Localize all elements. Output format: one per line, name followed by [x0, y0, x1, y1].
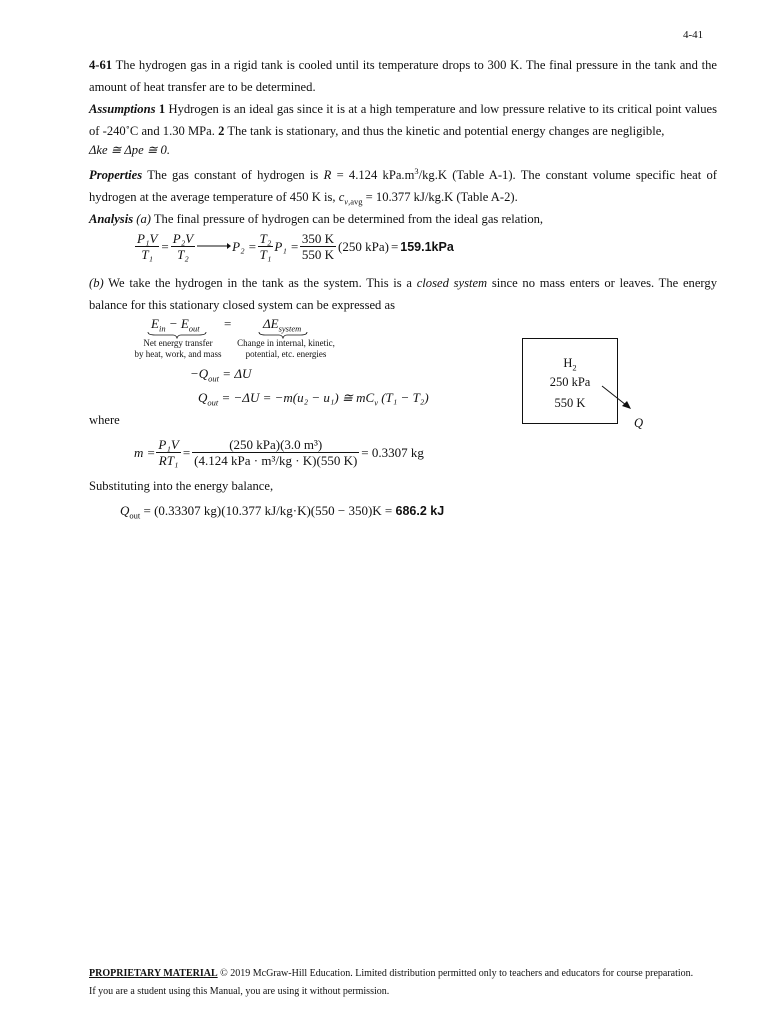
footer-copyright: © 2019 McGraw-Hill Education. Limited distribution permitted only to teachers and educators for course preparation. — [217, 968, 694, 979]
footer-label: PROPRIETARY MATERIAL — [89, 968, 218, 979]
tank-temperature: 550 K — [554, 396, 586, 410]
q-out-end: (T₁ − T₂) — [377, 390, 429, 405]
substituting-text: Substituting into the energy balance, — [89, 479, 274, 493]
footer-line-1 — [89, 968, 693, 979]
properties: Properties The gas constant of hydrogen is R = 4.124 $kPa.m^3/kg.K$ (Table A-1). The constant volume specific heat of hydrogen at the average temperature of 450 K is, $c_{v,avg} = 10.377$ kJ/kg.K (Table A-2). — [89, 165, 717, 207]
eq1-num-left: P₁V — [137, 231, 158, 246]
properties-label: Properties — [89, 168, 143, 182]
eq1-t2: T₂ — [259, 231, 272, 246]
q-sub: out — [129, 510, 141, 521]
q-symbol: Q — [120, 503, 130, 518]
mass-result: = 0.3307 kg — [361, 444, 424, 460]
energy-balance-line2 — [190, 366, 251, 382]
tank-gas: H — [563, 356, 573, 370]
eq1-num-val: 350 K — [301, 231, 335, 246]
e-in-sub: in — [158, 323, 166, 334]
q-out-sub: out — [207, 397, 219, 408]
energy-balance-lhs — [151, 316, 200, 332]
eq1-equals: = — [390, 238, 399, 254]
eq1-pressure: (250 kPa) — [338, 238, 389, 254]
change-energy-note — [232, 338, 340, 360]
properties-text-c: /kg.K (Table A-1). The constant volume specific heat of — [418, 168, 717, 182]
assumptions-label: Assumptions — [89, 102, 156, 116]
q-out-rhs: = −ΔU = −m(u₂ − u₁) ≅ mC — [218, 390, 375, 405]
change-energy-note-line2: potential, etc. energies — [245, 349, 327, 359]
mass-num2: (250 kPa)(3.0 m³) — [192, 437, 359, 453]
assumption-number-1: 1 — [158, 102, 166, 116]
gas-constant-symbol: R — [323, 168, 332, 182]
net-energy-note — [128, 338, 228, 360]
energy-balance-line3 — [198, 390, 429, 406]
net-energy-note-line1: Net energy transfer — [143, 338, 213, 348]
problem-number: 4-61 — [89, 58, 113, 72]
final-pressure-result: 159.1kPa — [400, 239, 454, 254]
eq1-den-val: 550 K — [301, 247, 335, 262]
energy-balance-rhs — [263, 316, 301, 332]
delta-u: = ΔU — [219, 366, 252, 381]
properties-text-b: = 4.124 kPa.m — [336, 168, 415, 182]
energy-balance-equals: = — [224, 316, 232, 331]
ke-pe-equation: Δke ≅ Δpe ≅ 0. — [89, 143, 170, 157]
mass-den2: (4.124 kPa · m³/kg · K)(550 K) — [194, 453, 358, 468]
assumption-1-text: Hydrogen is an ideal gas since it is at a high temperature and low pressure relative to its critical point values of -240˚C and 1.30 MPa. — [89, 102, 717, 138]
eq1-den-mid: T₂ — [177, 247, 189, 262]
ideal-gas-equation: $\frac{\text{P₁V}}{\text{T₁}}$ = $\frac{\text{P₂V}}{\text{T₂}}$ P₂ = $\frac{\text{T₂}}{\text{T₁}}$ P₁ = $\frac{350 K}{550 K}$ (250 kPa) = 159.1kPa — [137, 231, 454, 262]
mass-symbol: m = — [134, 444, 156, 460]
change-energy-note-line1: Change in internal, kinetic, — [237, 338, 335, 348]
arrow-icon — [197, 239, 231, 255]
analysis-b — [89, 272, 717, 316]
assumptions — [89, 98, 717, 142]
page-number: 4-41 — [683, 29, 704, 41]
analysis-a-text: The final pressure of hydrogen can be determined from the ideal gas relation, — [153, 212, 544, 226]
heat-label: Q — [634, 416, 644, 430]
eq1-t1: T₁ — [259, 247, 272, 262]
mass-equals: = — [182, 444, 191, 460]
properties-text-d: hydrogen at the average temperature of 450 K is, — [89, 190, 336, 204]
tank-gas-label — [523, 356, 617, 371]
e-symbol: E — [151, 316, 159, 331]
analysis-a — [89, 208, 717, 230]
net-energy-note-line2: by heat, work, and mass — [134, 349, 222, 359]
analysis-b-text-2: since no mass enters or leaves. The energy balance for this stationary closed system can be expressed as — [89, 276, 717, 312]
properties-text-a: The gas constant of hydrogen is — [147, 168, 319, 182]
eq1-p1: P₁ = — [274, 238, 299, 254]
q-out: Q — [198, 390, 208, 405]
part-a-label: (a) — [136, 212, 151, 226]
tank-gas-sub: 2 — [572, 362, 577, 373]
assumption-number-2: 2 — [218, 124, 225, 138]
mass-equation — [134, 437, 425, 468]
heat-transfer-equation — [120, 503, 444, 519]
heat-transfer-result: 686.2 kJ — [395, 504, 445, 518]
e-out-symbol: − E — [165, 316, 189, 331]
eq1-p2: P₂ = — [232, 238, 257, 254]
analysis-b-text-1: We take the hydrogen in the tank as the system. This is a — [108, 276, 412, 290]
assumption-2-text: The tank is stationary, and thus the kinetic and potential energy changes are negligible, — [227, 124, 665, 138]
eq1-den-left: T₁ — [141, 247, 154, 262]
tank-pressure: 250 kPa — [549, 375, 591, 389]
neg-q-out-sub: out — [208, 373, 220, 384]
cv-sub-v: v — [344, 196, 349, 207]
q-body: = (0.33307 kg)(10.377 kJ/kg·K)(550 − 350)K = — [140, 503, 396, 518]
heat-arrow-icon — [600, 384, 636, 414]
e-out-sub: out — [188, 323, 200, 334]
analysis-label: Analysis — [89, 212, 134, 226]
mass-den1: RT₁ — [158, 453, 179, 468]
delta-e-symbol: ΔE — [263, 316, 279, 331]
eq1-num-mid: P₂V — [172, 231, 194, 246]
system-sub: system — [278, 323, 302, 334]
closed-system-term: closed system — [416, 276, 488, 290]
cv-sub-avg: ,avg — [348, 196, 363, 207]
cv-symbol: c — [338, 190, 345, 204]
problem-text: The hydrogen gas in a rigid tank is cooled until its temperature drops to 300 K. The final pressure in the tank and the amount of heat transfer are to be determined. — [89, 58, 717, 94]
properties-text-e: = 10.377 kJ/kg.K (Table A-2). — [365, 190, 518, 204]
footer-line-2: If you are a student using this Manual, you are using it without permission. — [89, 986, 390, 997]
neg-q-out: −Q — [190, 366, 209, 381]
cv-sub: v — [374, 397, 378, 408]
where-label: where — [89, 413, 120, 427]
problem-statement — [89, 54, 717, 98]
mass-num1: P₁V — [158, 437, 179, 452]
part-b-label: (b) — [89, 276, 104, 290]
